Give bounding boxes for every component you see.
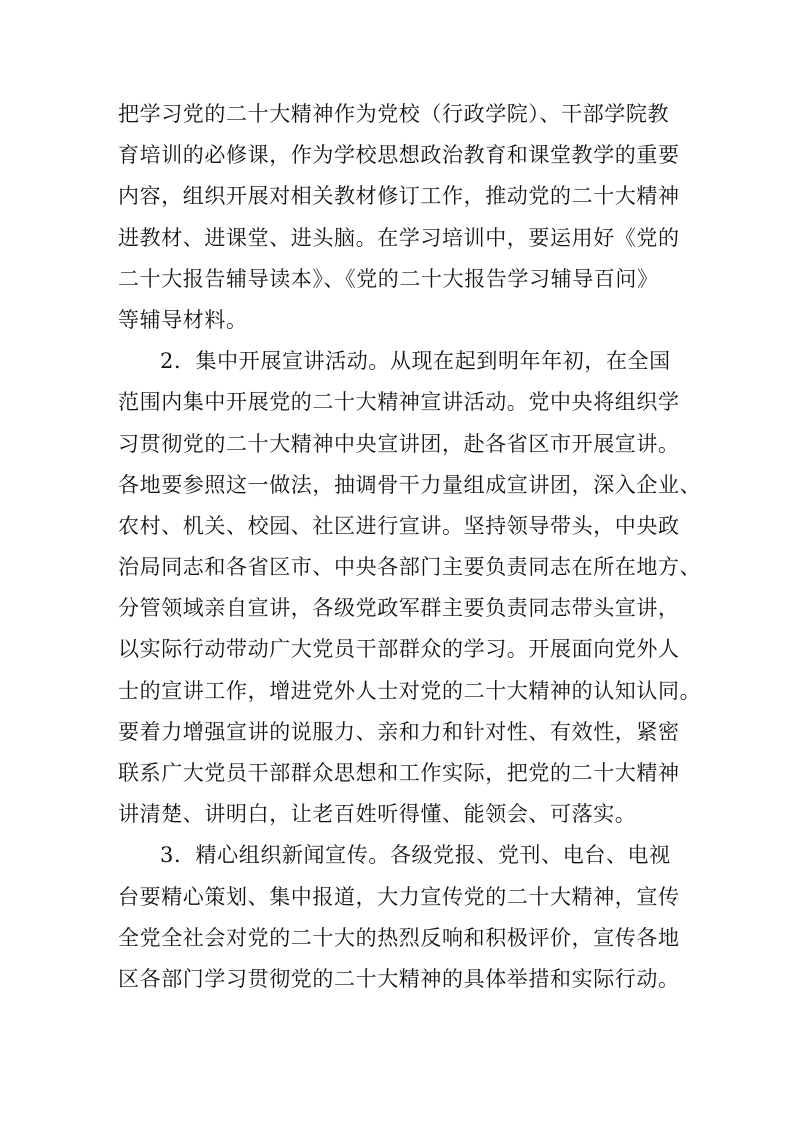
text-line: 内容，组织开展对相关教材修订工作，推动党的二十大精神 xyxy=(118,184,680,209)
text-line: 二十大报告辅导读本》、《党的二十大报告学习辅导百问》 xyxy=(118,266,659,291)
text-line: 联系广大党员干部群众思想和工作实际，把党的二十大精神 xyxy=(118,761,680,785)
text-line: 把学习党的二十大精神作为党校（行政学院）、干部学院教 xyxy=(118,102,670,126)
text-line: 全党全社会对党的二十大的热烈反响和积极评价，宣传各地 xyxy=(118,925,680,950)
text-line: 士的宣讲工作，增进党外人士对党的二十大精神的认知认同。 xyxy=(118,678,702,703)
text-line: 各地要参照这一做法，抽调骨干力量组成宣讲团，深入企业、 xyxy=(118,472,702,497)
text-line: 习贯彻党的二十大精神中央宣讲团，赴各省区市开展宣讲。 xyxy=(118,431,680,456)
text-line: 区各部门学习贯彻党的二十大精神的具体举措和实际行动。 xyxy=(118,966,680,991)
paragraph-heading-2: 2．集中开展宣讲活动。从现在起到明年年初，在全国 xyxy=(160,349,671,374)
paragraph-heading-3: 3．精心组织新闻宣传。各级党报、党刊、电台、电视 xyxy=(160,843,671,868)
text-line: 要着力增强宣讲的说服力、亲和力和针对性、有效性，紧密 xyxy=(118,719,680,744)
text-line: 进教材、进课堂、进头脑。在学习培训中，要运用好《党的 xyxy=(118,225,680,250)
text-line: 分管领域亲自宣讲，各级党政军群主要负责同志带头宣讲， xyxy=(118,596,680,621)
text-line: 育培训的必修课，作为学校思想政治教育和课堂教学的重要 xyxy=(118,143,680,168)
text-line: 范围内集中开展党的二十大精神宣讲活动。党中央将组织学 xyxy=(118,390,680,415)
text-line: 治局同志和各省区市、中央各部门主要负责同志在所在地方、 xyxy=(118,555,702,580)
document-body xyxy=(118,94,702,1000)
text-line: 以实际行动带动广大党员干部群众的学习。开展面向党外人 xyxy=(118,637,680,662)
text-line: 讲清楚、讲明白，让老百姓听得懂、能领会、可落实。 xyxy=(118,802,637,827)
text-line: 等辅导材料。 xyxy=(118,307,248,332)
text-line: 农村、机关、校园、社区进行宣讲。坚持领导带头，中央政 xyxy=(118,513,680,538)
text-line: 台要精心策划、集中报道，大力宣传党的二十大精神，宣传 xyxy=(118,884,680,909)
